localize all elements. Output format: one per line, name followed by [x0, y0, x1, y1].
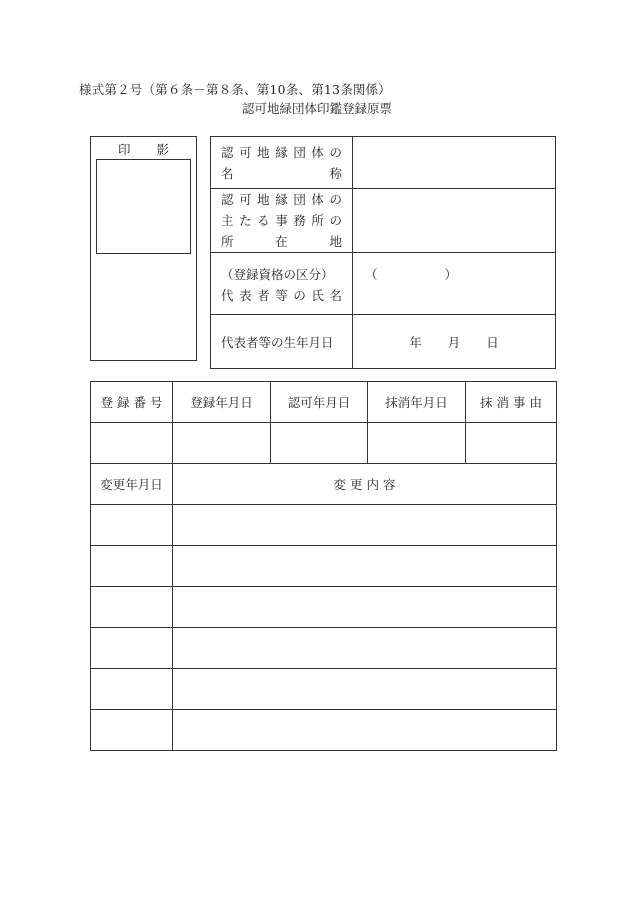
change-date-field[interactable]: [91, 710, 173, 751]
label-char: 事: [275, 213, 288, 228]
header-change-content: 変 更 内 容: [173, 464, 557, 505]
label-char: 地: [257, 144, 270, 160]
label-char: 表: [239, 287, 252, 303]
registration-header-row: [91, 382, 557, 423]
date-month-label: 月: [447, 334, 461, 350]
registration-table: [90, 381, 557, 751]
label-char: た: [239, 213, 252, 228]
change-content-field[interactable]: [173, 669, 557, 710]
label-char: の: [329, 213, 342, 228]
birthdate-label-text: 代表者等の生年月日: [221, 334, 334, 350]
label-char: 認: [221, 192, 234, 207]
label-char: の: [329, 192, 342, 207]
group-name-field[interactable]: [353, 137, 556, 189]
label-char: 縁: [275, 144, 288, 160]
header-registration-number: 登 録 番 号: [91, 382, 173, 423]
label-char: 氏: [311, 287, 324, 303]
qualification-parentheses: [353, 265, 457, 283]
label-char: 団: [293, 144, 306, 160]
label-char: 所: [311, 213, 324, 228]
change-content-field[interactable]: [173, 546, 557, 587]
date-day-label: 日: [486, 334, 499, 350]
label-char: 体: [311, 192, 324, 207]
label-char: 団: [293, 192, 306, 207]
change-row: [91, 587, 557, 628]
qualification-label: （登録資格の区分）: [221, 266, 334, 282]
representative-name-field[interactable]: [353, 253, 556, 315]
seal-impression-area: [96, 159, 191, 254]
seal-impression-box: [90, 136, 197, 361]
change-date-field[interactable]: [91, 587, 173, 628]
representative-name-label: [211, 253, 353, 315]
header-approval-date: 認可年月日: [271, 382, 368, 423]
change-date-field[interactable]: [91, 505, 173, 546]
label-char: 地: [257, 192, 270, 207]
change-date-field[interactable]: [91, 669, 173, 710]
label-char: 名: [221, 165, 234, 181]
approval-date-field[interactable]: [271, 423, 368, 464]
header-change-date: 変更年月日: [91, 464, 173, 505]
label-char: の: [293, 287, 306, 303]
label-line: [221, 189, 352, 210]
label-char: 可: [239, 192, 252, 207]
office-address-field[interactable]: [353, 189, 556, 253]
date-year-label: 年: [409, 334, 422, 350]
form-title: 認可地緑団体印鑑登録原票: [242, 101, 393, 116]
label-line: [221, 163, 352, 184]
cancellation-reason-field[interactable]: [466, 423, 557, 464]
change-row: [91, 628, 557, 669]
label-char: 認: [221, 144, 234, 160]
form-number: 様式第２号（第６条－第８条、第10条、第13条関係）: [79, 82, 392, 97]
change-header-row: [91, 464, 557, 505]
label-char: 在: [275, 234, 288, 249]
change-content-field[interactable]: [173, 710, 557, 751]
change-date-field[interactable]: [91, 628, 173, 669]
change-row: [91, 505, 557, 546]
label-char: 可: [239, 144, 252, 160]
header-cancellation-date: 抹消年月日: [368, 382, 466, 423]
registration-entry-row: [91, 423, 557, 464]
change-row: [91, 669, 557, 710]
label-char: 称: [329, 165, 342, 181]
representative-birthdate-label: [211, 315, 353, 369]
cancellation-date-field[interactable]: [368, 423, 466, 464]
change-date-field[interactable]: [91, 546, 173, 587]
group-name-label: [211, 137, 353, 189]
label-line: [221, 142, 352, 163]
label-line: [221, 210, 352, 231]
label-char: 地: [329, 234, 342, 249]
group-info-table: [210, 136, 556, 369]
label-char: 縁: [275, 192, 288, 207]
label-char: 代: [221, 287, 234, 303]
representative-birthdate-field[interactable]: [353, 315, 556, 369]
paren-close: ）: [444, 267, 457, 282]
label-char: 者: [257, 287, 270, 303]
change-row: [91, 710, 557, 751]
change-content-field[interactable]: [173, 628, 557, 669]
label-char: 務: [293, 213, 306, 228]
label-line: [221, 285, 352, 306]
label-char: 名: [329, 287, 342, 303]
header-cancellation-reason: 抹 消 事 由: [466, 382, 557, 423]
change-row: [91, 546, 557, 587]
label-char: 主: [221, 213, 234, 228]
label-char: 所: [221, 234, 234, 249]
label-char: 等: [275, 287, 288, 303]
header-registration-date: 登録年月日: [173, 382, 271, 423]
label-line: [221, 231, 352, 252]
registration-number-field[interactable]: [91, 423, 173, 464]
office-address-label: [211, 189, 353, 253]
change-content-field[interactable]: [173, 587, 557, 628]
label-char: の: [329, 144, 342, 160]
label-char: 体: [311, 144, 324, 160]
paren-open: （: [365, 267, 378, 282]
seal-label: 印影: [117, 142, 195, 157]
registration-date-field[interactable]: [173, 423, 271, 464]
label-char: る: [257, 213, 270, 228]
change-content-field[interactable]: [173, 505, 557, 546]
